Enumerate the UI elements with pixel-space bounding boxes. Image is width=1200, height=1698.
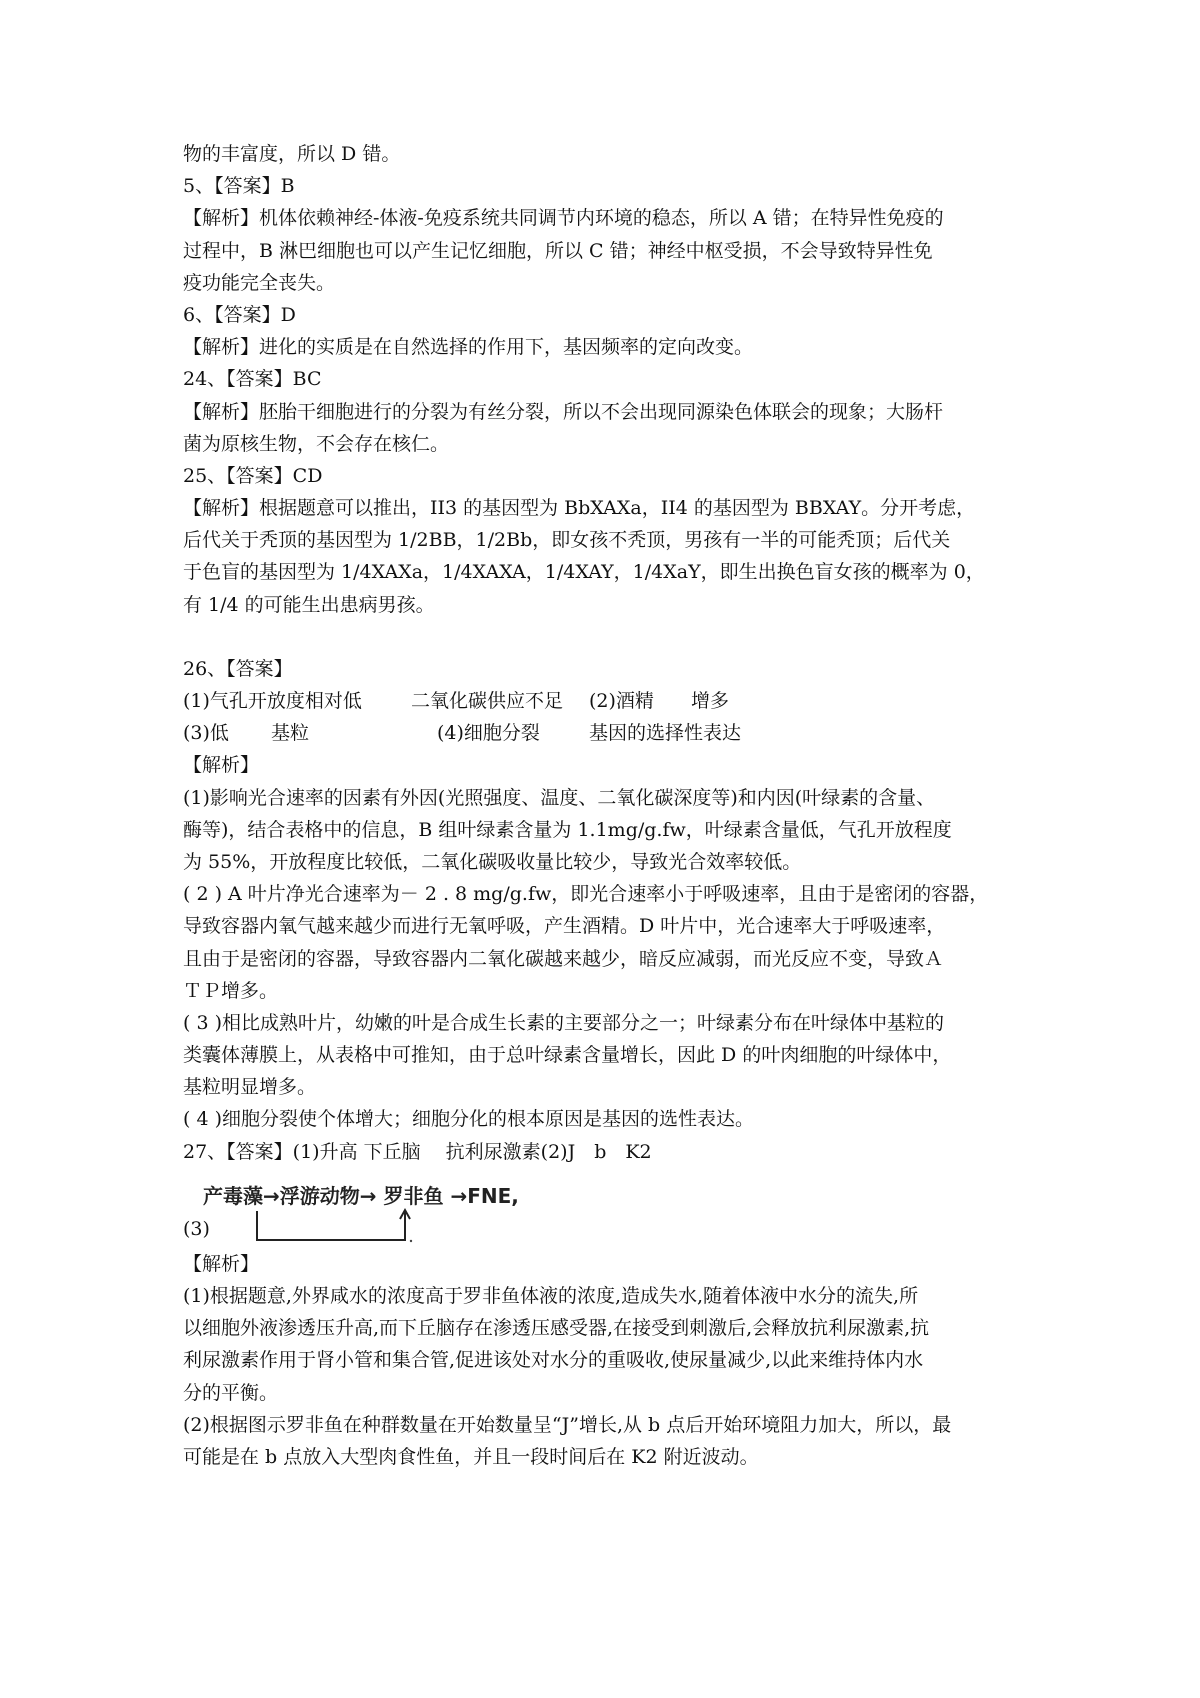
text-line: 物的丰富度，所以 D 错。 bbox=[183, 143, 401, 165]
text-line: 【解析】胚胎干细胞进行的分裂为有丝分裂，所以不会出现同源染色体联会的现象；大肠杆 bbox=[183, 400, 944, 423]
answer-item: 增多 bbox=[691, 690, 730, 712]
text-line: 分的平衡。 bbox=[183, 1381, 279, 1404]
text-line: ( 3 )相比成熟叶片，幼嫩的叶是合成生长素的主要部分之一；叶绿素分布在叶绿体中基粒的 bbox=[183, 1011, 944, 1034]
text-line: 酶等)，结合表格中的信息，B 组叶绿素含量为 1.1mg/g.fw，叶绿素含量低，气孔开放程度 bbox=[183, 818, 952, 841]
text-line: 后代关于秃顶的基因型为 1/2BB，1/2Bb，即女孩不秃顶，男孩有一半的可能秃顶；后代关 bbox=[183, 529, 951, 552]
food-chain-text: 产毒藻→浮游动物→ 罗非鱼 →FNE, bbox=[203, 1183, 519, 1208]
food-chain-row bbox=[183, 1168, 1033, 1248]
diagram-dot bbox=[410, 1240, 412, 1242]
text-line: 于色盲的基因型为 1/4XAXa，1/4XAXA，1/4XAY，1/4XaY，即生出换色盲女孩的概率为 0， bbox=[183, 561, 985, 584]
analysis-header: 【解析】 bbox=[183, 754, 260, 777]
text-line: 【解析】机体依赖神经-体液-免疫系统共同调节内环境的稳态，所以 A 错；在特异性免疫的 bbox=[183, 207, 944, 230]
answer-row bbox=[183, 685, 1033, 717]
text-line: ( 4 )细胞分裂使个体增大；细胞分化的根本原因是基因的选性表达。 bbox=[183, 1108, 754, 1131]
text-line: 以细胞外液渗透压升高,而下丘脑存在渗透压感受器,在接受到刺激后,会释放抗利尿激素,抗 bbox=[183, 1317, 930, 1340]
text-line: 为 55%，开放程度比较低，二氧化碳吸收量比较少，导致光合效率较低。 bbox=[183, 850, 802, 873]
food-chain-diagram bbox=[203, 1168, 563, 1248]
answer-line-q6: 6、【答案】D bbox=[183, 303, 296, 326]
answer-line-q24: 24、【答案】BC bbox=[183, 368, 322, 391]
answer-item: (1)气孔开放度相对低 bbox=[183, 690, 362, 712]
answer-item: 基粒 bbox=[271, 722, 310, 745]
document-page bbox=[183, 138, 1033, 1473]
text-line: 有 1/4 的可能生出患病男孩。 bbox=[183, 593, 435, 616]
text-line: 【解析】根据题意可以推出，II3 的基因型为 BbXAXa，II4 的基因型为 BBXAY。分开考虑， bbox=[183, 497, 976, 520]
answer-row bbox=[183, 717, 1033, 749]
answer-line-q5: 5、【答案】B bbox=[183, 175, 295, 198]
paragraph-gap bbox=[183, 621, 1033, 653]
text-line: ( 2 ) A 叶片净光合速率为－ 2 . 8 mg/g.fw，即光合速率小于呼吸速率，且由于是密闭的容器， bbox=[183, 883, 989, 906]
answer-item: (3)低 bbox=[183, 722, 229, 745]
text-line: 利尿激素作用于肾小管和集合管,促进该处对水分的重吸收,使尿量减少,以此来维持体内水 bbox=[183, 1349, 924, 1372]
part-label: (3) bbox=[183, 1217, 210, 1240]
text-line: 类囊体薄膜上，从表格中可推知，由于总叶绿素含量增长，因此 D 的叶肉细胞的叶绿体中， bbox=[183, 1044, 952, 1067]
answer-item: 二氧化碳供应不足 bbox=[411, 690, 564, 712]
text-line: 【解析】进化的实质是在自然选择的作用下，基因频率的定向改变。 bbox=[183, 336, 754, 359]
text-line: 导致容器内氧气越来越少而进行无氧呼吸，产生酒精。D 叶片中，光合速率大于呼吸速率， bbox=[183, 915, 946, 938]
answer-header-q26: 26、【答案】 bbox=[183, 657, 293, 680]
text-line: 疫功能完全丧失。 bbox=[183, 271, 336, 294]
text-line: (1)根据题意,外界咸水的浓度高于罗非鱼体液的浓度,造成失水,随着体液中水分的流失,所 bbox=[183, 1285, 919, 1307]
food-chain-bracket bbox=[257, 1211, 405, 1240]
analysis-header: 【解析】 bbox=[183, 1252, 260, 1275]
text-line: ＴＰ增多。 bbox=[183, 979, 279, 1002]
answer-item: (2)酒精 bbox=[589, 690, 654, 712]
answer-item: 基因的选择性表达 bbox=[589, 722, 742, 745]
text-line: 菌为原核生物，不会存在核仁。 bbox=[183, 432, 450, 455]
answer-header-q27: 27、【答案】(1)升高 下丘脑 抗利尿激素(2)J b K2 bbox=[183, 1140, 652, 1163]
answer-item: (4)细胞分裂 bbox=[437, 722, 540, 745]
answer-line-q25: 25、【答案】CD bbox=[183, 464, 323, 487]
text-line: 过程中，B 淋巴细胞也可以产生记忆细胞，所以 C 错；神经中枢受损，不会导致特异性免 bbox=[183, 239, 933, 262]
text-line: 且由于是密闭的容器，导致容器内二氧化碳越来越少，暗反应减弱，而光反应不变，导致Ａ bbox=[183, 947, 944, 970]
text-line: (2)根据图示罗非鱼在种群数量在开始数量呈“J”增长,从 b 点后开始环境阻力加大，所以，最 bbox=[183, 1413, 952, 1436]
text-line: (1)影响光合速率的因素有外因(光照强度、温度、二氧化碳深度等)和内因(叶绿素的含量、 bbox=[183, 786, 936, 809]
text-line: 可能是在 b 点放入大型肉食性鱼，并且一段时间后在 K2 附近波动。 bbox=[183, 1445, 759, 1468]
text-line: 基粒明显增多。 bbox=[183, 1076, 317, 1099]
